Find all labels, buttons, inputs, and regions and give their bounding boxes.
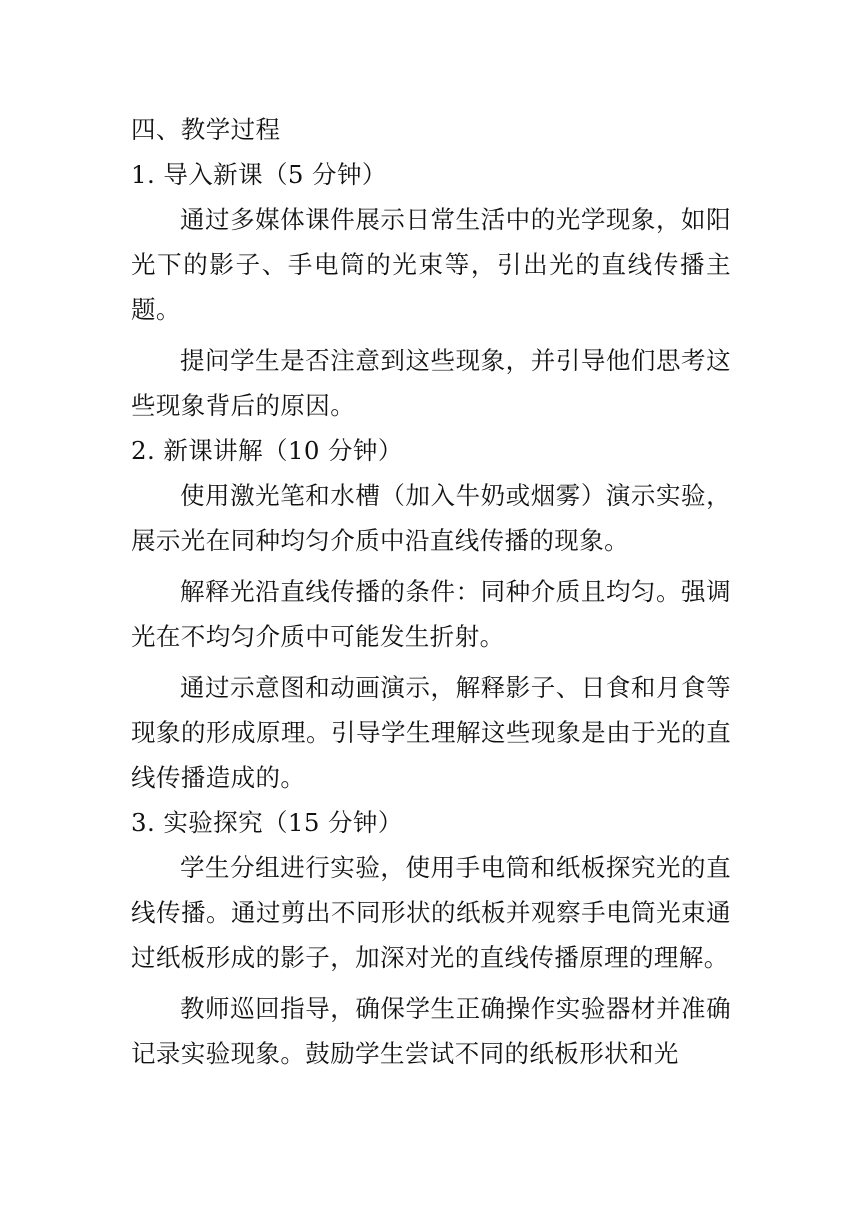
step-2	[131, 428, 731, 800]
paragraph: 提问学生是否注意到这些现象，并引导他们思考这些现象背后的原因。	[131, 346, 731, 420]
paragraph: 通过多媒体课件展示日常生活中的光学现象，如阳光下的影子、手电筒的光束等，引出光的直线传播主题。	[131, 205, 731, 324]
step-1	[131, 152, 731, 428]
paragraph: 解释光沿直线传播的条件：同种介质且均匀。强调光在不均匀介质中可能发生折射。	[131, 577, 731, 651]
step-title: 3. 实验探究（15 分钟）	[131, 808, 403, 837]
paragraph: 使用激光笔和水槽（加入牛奶或烟雾）演示实验，展示光在同种均匀介质中沿直线传播的现象。	[131, 481, 731, 555]
paragraph: 通过示意图和动画演示，解释影子、日食和月食等现象的形成原理。引导学生理解这些现象是由于光的直线传播造成的。	[131, 673, 731, 792]
document-body	[131, 107, 731, 1076]
paragraph: 学生分组进行实验，使用手电筒和纸板探究光的直线传播。通过剪出不同形状的纸板并观察手电筒光束通过纸板形成的影子，加深对光的直线传播原理的理解。	[131, 853, 731, 972]
step-3	[131, 800, 731, 1076]
section-title: 四、教学过程	[131, 115, 281, 144]
step-title: 1. 导入新课（5 分钟）	[131, 160, 387, 189]
step-title: 2. 新课讲解（10 分钟）	[131, 436, 403, 465]
paragraph: 教师巡回指导，确保学生正确操作实验器材并准确记录实验现象。鼓励学生尝试不同的纸板形状和光	[131, 994, 731, 1068]
